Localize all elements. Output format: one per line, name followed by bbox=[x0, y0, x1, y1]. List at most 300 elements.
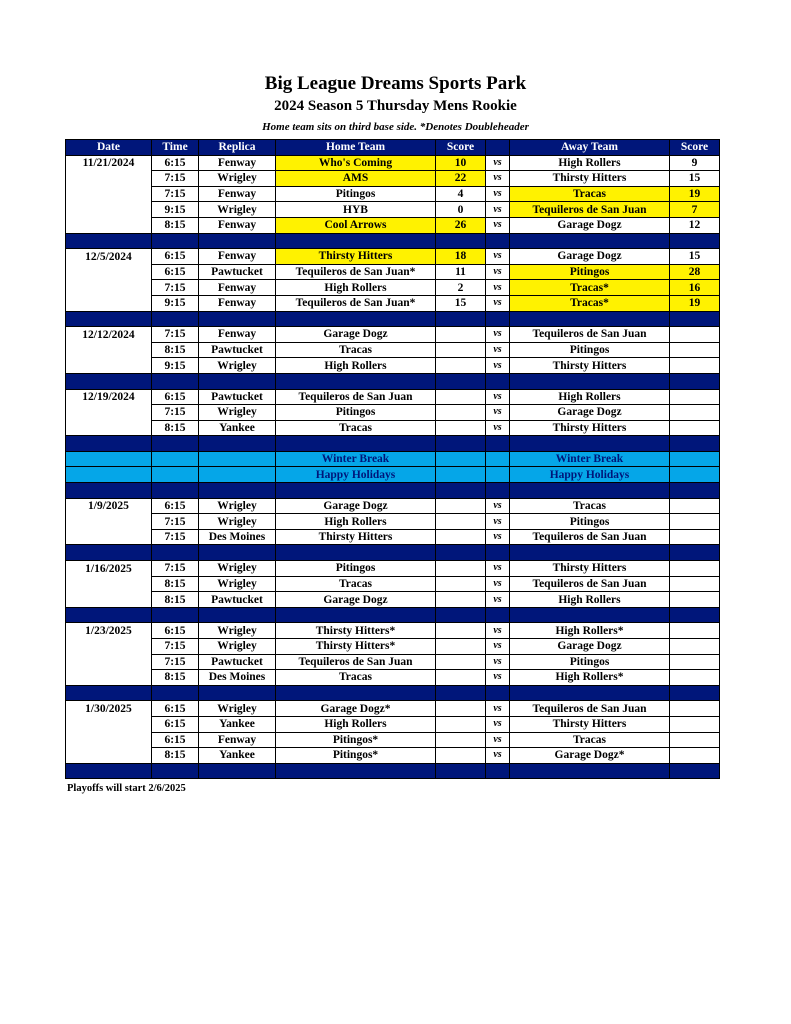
home-team-cell: Thirsty Hitters* bbox=[276, 639, 436, 655]
game-row bbox=[66, 701, 720, 717]
separator-cell bbox=[670, 311, 720, 327]
vs-label: vs bbox=[486, 748, 510, 764]
vs-label: vs bbox=[486, 576, 510, 592]
separator-cell bbox=[276, 373, 436, 389]
separator-cell bbox=[486, 607, 510, 623]
break-cell bbox=[199, 467, 276, 483]
date-cell bbox=[66, 264, 152, 280]
field-cell: Wrigley bbox=[199, 514, 276, 530]
away-team-cell: Tequileros de San Juan bbox=[510, 529, 670, 545]
separator-cell bbox=[199, 373, 276, 389]
home-score-cell bbox=[436, 701, 486, 717]
time-cell: 7:15 bbox=[152, 280, 199, 296]
field-cell: Des Moines bbox=[199, 529, 276, 545]
break-home-label: Winter Break bbox=[276, 451, 436, 467]
separator-row bbox=[66, 607, 720, 623]
separator-cell bbox=[199, 436, 276, 452]
break-cell bbox=[486, 467, 510, 483]
game-row bbox=[66, 202, 720, 218]
date-cell bbox=[66, 654, 152, 670]
away-team-cell: Garage Dogz bbox=[510, 217, 670, 233]
time-cell: 8:15 bbox=[152, 420, 199, 436]
game-row bbox=[66, 639, 720, 655]
separator-cell bbox=[510, 763, 670, 779]
separator-cell bbox=[66, 436, 152, 452]
break-cell bbox=[66, 467, 152, 483]
home-team-cell: High Rollers bbox=[276, 514, 436, 530]
away-team-cell: High Rollers bbox=[510, 389, 670, 405]
home-team-cell: Pitingos bbox=[276, 561, 436, 577]
separator-row bbox=[66, 763, 720, 779]
away-team-cell: Tracas* bbox=[510, 295, 670, 311]
vs-label: vs bbox=[486, 280, 510, 296]
home-score-cell: 11 bbox=[436, 264, 486, 280]
date-cell: 12/5/2024 bbox=[66, 249, 152, 265]
away-score-cell bbox=[670, 327, 720, 343]
date-cell: 1/9/2025 bbox=[66, 498, 152, 514]
date-cell bbox=[66, 186, 152, 202]
home-score-cell bbox=[436, 358, 486, 374]
away-team-cell: Garage Dogz* bbox=[510, 748, 670, 764]
winter-break-row bbox=[66, 451, 720, 467]
game-row bbox=[66, 592, 720, 608]
game-row bbox=[66, 670, 720, 686]
away-team-cell: Garage Dogz bbox=[510, 405, 670, 421]
separator-row bbox=[66, 545, 720, 561]
home-team-cell: Garage Dogz bbox=[276, 592, 436, 608]
vs-label: vs bbox=[486, 327, 510, 343]
home-team-cell: Pitingos bbox=[276, 405, 436, 421]
home-score-cell bbox=[436, 514, 486, 530]
home-score-cell: 0 bbox=[436, 202, 486, 218]
game-row bbox=[66, 420, 720, 436]
separator-cell bbox=[66, 607, 152, 623]
separator-cell bbox=[276, 311, 436, 327]
away-team-cell: Pitingos bbox=[510, 514, 670, 530]
time-cell: 9:15 bbox=[152, 202, 199, 218]
separator-row bbox=[66, 483, 720, 499]
separator-row bbox=[66, 311, 720, 327]
field-cell: Yankee bbox=[199, 748, 276, 764]
col-home-score: Score bbox=[436, 140, 486, 156]
time-cell: 6:15 bbox=[152, 249, 199, 265]
separator-cell bbox=[510, 545, 670, 561]
time-cell: 8:15 bbox=[152, 217, 199, 233]
away-score-cell bbox=[670, 576, 720, 592]
separator-cell bbox=[66, 373, 152, 389]
field-cell: Wrigley bbox=[199, 405, 276, 421]
time-cell: 9:15 bbox=[152, 358, 199, 374]
separator-row bbox=[66, 373, 720, 389]
separator-cell bbox=[436, 311, 486, 327]
field-cell: Wrigley bbox=[199, 561, 276, 577]
home-team-cell: Garage Dogz bbox=[276, 327, 436, 343]
date-cell: 11/21/2024 bbox=[66, 155, 152, 171]
separator-cell bbox=[276, 545, 436, 561]
game-row bbox=[66, 155, 720, 171]
game-row bbox=[66, 498, 720, 514]
break-away-label: Happy Holidays bbox=[510, 467, 670, 483]
vs-label: vs bbox=[486, 342, 510, 358]
home-team-cell: Garage Dogz* bbox=[276, 701, 436, 717]
home-team-cell: Tequileros de San Juan bbox=[276, 654, 436, 670]
time-cell: 7:15 bbox=[152, 529, 199, 545]
home-score-cell: 2 bbox=[436, 280, 486, 296]
time-cell: 6:15 bbox=[152, 701, 199, 717]
game-row bbox=[66, 171, 720, 187]
field-cell: Fenway bbox=[199, 280, 276, 296]
date-cell bbox=[66, 405, 152, 421]
vs-label: vs bbox=[486, 592, 510, 608]
header-row bbox=[66, 140, 720, 156]
away-score-cell bbox=[670, 358, 720, 374]
separator-row bbox=[66, 436, 720, 452]
separator-cell bbox=[436, 545, 486, 561]
home-score-cell bbox=[436, 405, 486, 421]
vs-label: vs bbox=[486, 389, 510, 405]
away-score-cell: 9 bbox=[670, 155, 720, 171]
separator-cell bbox=[436, 436, 486, 452]
time-cell: 7:15 bbox=[152, 654, 199, 670]
vs-label: vs bbox=[486, 186, 510, 202]
away-team-cell: Tequileros de San Juan bbox=[510, 202, 670, 218]
home-score-cell bbox=[436, 716, 486, 732]
date-cell: 1/16/2025 bbox=[66, 561, 152, 577]
away-team-cell: Tracas bbox=[510, 186, 670, 202]
game-row bbox=[66, 623, 720, 639]
field-cell: Des Moines bbox=[199, 670, 276, 686]
time-cell: 7:15 bbox=[152, 171, 199, 187]
time-cell: 9:15 bbox=[152, 295, 199, 311]
break-cell bbox=[152, 451, 199, 467]
game-row bbox=[66, 716, 720, 732]
time-cell: 7:15 bbox=[152, 514, 199, 530]
home-score-cell: 26 bbox=[436, 217, 486, 233]
home-score-cell: 18 bbox=[436, 249, 486, 265]
page-title: Big League Dreams Sports Park bbox=[264, 73, 527, 94]
separator-cell bbox=[486, 233, 510, 249]
away-score-cell: 7 bbox=[670, 202, 720, 218]
separator-cell bbox=[436, 483, 486, 499]
date-cell bbox=[66, 280, 152, 296]
separator-cell bbox=[436, 763, 486, 779]
date-cell bbox=[66, 514, 152, 530]
separator-cell bbox=[276, 607, 436, 623]
vs-label: vs bbox=[486, 498, 510, 514]
home-team-cell: High Rollers bbox=[276, 716, 436, 732]
away-team-cell: High Rollers bbox=[510, 155, 670, 171]
date-cell bbox=[66, 171, 152, 187]
separator-cell bbox=[152, 436, 199, 452]
break-home-label: Happy Holidays bbox=[276, 467, 436, 483]
home-score-cell bbox=[436, 327, 486, 343]
field-cell: Yankee bbox=[199, 716, 276, 732]
time-cell: 6:15 bbox=[152, 264, 199, 280]
away-score-cell bbox=[670, 405, 720, 421]
date-cell bbox=[66, 420, 152, 436]
time-cell: 6:15 bbox=[152, 498, 199, 514]
away-score-cell bbox=[670, 529, 720, 545]
time-cell: 8:15 bbox=[152, 342, 199, 358]
home-team-cell: Pitingos* bbox=[276, 748, 436, 764]
home-score-cell bbox=[436, 748, 486, 764]
separator-cell bbox=[670, 607, 720, 623]
time-cell: 6:15 bbox=[152, 623, 199, 639]
separator-cell bbox=[276, 436, 436, 452]
field-cell: Fenway bbox=[199, 327, 276, 343]
date-cell bbox=[66, 732, 152, 748]
game-row bbox=[66, 342, 720, 358]
vs-label: vs bbox=[486, 202, 510, 218]
away-team-cell: Tracas bbox=[510, 498, 670, 514]
separator-cell bbox=[670, 436, 720, 452]
date-cell bbox=[66, 529, 152, 545]
away-team-cell: Garage Dogz bbox=[510, 249, 670, 265]
separator-cell bbox=[670, 545, 720, 561]
separator-cell bbox=[670, 483, 720, 499]
break-away-label: Winter Break bbox=[510, 451, 670, 467]
page-note: Home team sits on third base side. *Denotes Doubleheader bbox=[262, 121, 529, 133]
game-row bbox=[66, 748, 720, 764]
home-team-cell: High Rollers bbox=[276, 280, 436, 296]
separator-cell bbox=[276, 233, 436, 249]
vs-label: vs bbox=[486, 405, 510, 421]
separator-cell bbox=[199, 233, 276, 249]
vs-label: vs bbox=[486, 249, 510, 265]
away-team-cell: Pitingos bbox=[510, 654, 670, 670]
col-time: Time bbox=[152, 140, 199, 156]
time-cell: 8:15 bbox=[152, 670, 199, 686]
away-team-cell: Tequileros de San Juan bbox=[510, 701, 670, 717]
separator-cell bbox=[510, 607, 670, 623]
date-cell bbox=[66, 295, 152, 311]
away-team-cell: Pitingos bbox=[510, 264, 670, 280]
vs-label: vs bbox=[486, 701, 510, 717]
game-row bbox=[66, 654, 720, 670]
vs-label: vs bbox=[486, 295, 510, 311]
break-cell bbox=[486, 451, 510, 467]
field-cell: Wrigley bbox=[199, 623, 276, 639]
time-cell: 7:15 bbox=[152, 327, 199, 343]
field-cell: Pawtucket bbox=[199, 654, 276, 670]
home-team-cell: Thirsty Hitters bbox=[276, 529, 436, 545]
separator-cell bbox=[486, 436, 510, 452]
away-score-cell bbox=[670, 701, 720, 717]
separator-cell bbox=[66, 763, 152, 779]
away-score-cell bbox=[670, 498, 720, 514]
vs-label: vs bbox=[486, 217, 510, 233]
home-team-cell: AMS bbox=[276, 171, 436, 187]
home-score-cell bbox=[436, 529, 486, 545]
separator-cell bbox=[152, 685, 199, 701]
game-row bbox=[66, 186, 720, 202]
game-row bbox=[66, 249, 720, 265]
away-team-cell: Thirsty Hitters bbox=[510, 171, 670, 187]
time-cell: 7:15 bbox=[152, 186, 199, 202]
home-team-cell: Tequileros de San Juan* bbox=[276, 295, 436, 311]
field-cell: Pawtucket bbox=[199, 389, 276, 405]
separator-cell bbox=[486, 483, 510, 499]
date-cell: 1/30/2025 bbox=[66, 701, 152, 717]
date-cell: 12/12/2024 bbox=[66, 327, 152, 343]
separator-cell bbox=[486, 763, 510, 779]
home-score-cell bbox=[436, 342, 486, 358]
separator-cell bbox=[436, 685, 486, 701]
away-score-cell: 19 bbox=[670, 186, 720, 202]
away-score-cell bbox=[670, 420, 720, 436]
home-score-cell: 4 bbox=[436, 186, 486, 202]
vs-label: vs bbox=[486, 264, 510, 280]
separator-cell bbox=[436, 607, 486, 623]
home-team-cell: Tracas bbox=[276, 576, 436, 592]
vs-label: vs bbox=[486, 529, 510, 545]
field-cell: Fenway bbox=[199, 217, 276, 233]
date-cell bbox=[66, 358, 152, 374]
date-cell: 1/23/2025 bbox=[66, 623, 152, 639]
away-score-cell bbox=[670, 514, 720, 530]
break-cell bbox=[152, 467, 199, 483]
date-cell bbox=[66, 342, 152, 358]
away-score-cell bbox=[670, 654, 720, 670]
home-team-cell: Thirsty Hitters bbox=[276, 249, 436, 265]
game-row bbox=[66, 529, 720, 545]
away-score-cell bbox=[670, 342, 720, 358]
separator-cell bbox=[199, 483, 276, 499]
time-cell: 7:15 bbox=[152, 561, 199, 577]
home-score-cell: 10 bbox=[436, 155, 486, 171]
home-score-cell bbox=[436, 732, 486, 748]
home-team-cell: Cool Arrows bbox=[276, 217, 436, 233]
col-replica: Replica bbox=[199, 140, 276, 156]
col-home-team: Home Team bbox=[276, 140, 436, 156]
separator-cell bbox=[510, 483, 670, 499]
away-team-cell: Thirsty Hitters bbox=[510, 561, 670, 577]
home-team-cell: Tracas bbox=[276, 420, 436, 436]
away-score-cell bbox=[670, 670, 720, 686]
game-row bbox=[66, 280, 720, 296]
separator-cell bbox=[486, 685, 510, 701]
separator-cell bbox=[276, 763, 436, 779]
date-cell bbox=[66, 670, 152, 686]
home-score-cell bbox=[436, 654, 486, 670]
home-team-cell: Garage Dogz bbox=[276, 498, 436, 514]
away-team-cell: Thirsty Hitters bbox=[510, 420, 670, 436]
separator-cell bbox=[436, 233, 486, 249]
away-team-cell: Pitingos bbox=[510, 342, 670, 358]
separator-cell bbox=[66, 685, 152, 701]
separator-cell bbox=[486, 311, 510, 327]
separator-cell bbox=[152, 483, 199, 499]
time-cell: 7:15 bbox=[152, 639, 199, 655]
separator-cell bbox=[199, 763, 276, 779]
vs-label: vs bbox=[486, 561, 510, 577]
home-team-cell: Tracas bbox=[276, 342, 436, 358]
date-cell bbox=[66, 748, 152, 764]
separator-row bbox=[66, 685, 720, 701]
separator-cell bbox=[66, 483, 152, 499]
separator-cell bbox=[510, 436, 670, 452]
schedule-table bbox=[65, 139, 720, 779]
vs-label: vs bbox=[486, 623, 510, 639]
home-score-cell bbox=[436, 498, 486, 514]
vs-label: vs bbox=[486, 171, 510, 187]
away-team-cell: Tracas* bbox=[510, 280, 670, 296]
break-cell bbox=[670, 467, 720, 483]
away-team-cell: Garage Dogz bbox=[510, 639, 670, 655]
separator-cell bbox=[276, 483, 436, 499]
vs-label: vs bbox=[486, 420, 510, 436]
home-team-cell: Pitingos* bbox=[276, 732, 436, 748]
time-cell: 8:15 bbox=[152, 592, 199, 608]
game-row bbox=[66, 327, 720, 343]
away-team-cell: Tracas bbox=[510, 732, 670, 748]
time-cell: 6:15 bbox=[152, 716, 199, 732]
home-score-cell: 15 bbox=[436, 295, 486, 311]
separator-cell bbox=[670, 763, 720, 779]
separator-cell bbox=[510, 685, 670, 701]
winter-break-row bbox=[66, 467, 720, 483]
away-score-cell bbox=[670, 561, 720, 577]
separator-cell bbox=[436, 373, 486, 389]
home-team-cell: Tequileros de San Juan* bbox=[276, 264, 436, 280]
away-score-cell: 28 bbox=[670, 264, 720, 280]
separator-cell bbox=[66, 545, 152, 561]
time-cell: 6:15 bbox=[152, 732, 199, 748]
home-score-cell bbox=[436, 576, 486, 592]
col-away-team: Away Team bbox=[510, 140, 670, 156]
separator-cell bbox=[486, 545, 510, 561]
home-team-cell: High Rollers bbox=[276, 358, 436, 374]
time-cell: 8:15 bbox=[152, 748, 199, 764]
home-score-cell bbox=[436, 420, 486, 436]
col-vs bbox=[486, 140, 510, 156]
home-team-cell: HYB bbox=[276, 202, 436, 218]
away-score-cell bbox=[670, 592, 720, 608]
home-team-cell: Tequileros de San Juan bbox=[276, 389, 436, 405]
home-team-cell: Pitingos bbox=[276, 186, 436, 202]
page-subtitle: 2024 Season 5 Thursday Mens Rookie bbox=[274, 98, 517, 114]
separator-cell bbox=[66, 233, 152, 249]
date-cell: 12/19/2024 bbox=[66, 389, 152, 405]
game-row bbox=[66, 405, 720, 421]
game-row bbox=[66, 732, 720, 748]
vs-label: vs bbox=[486, 716, 510, 732]
separator-cell bbox=[152, 763, 199, 779]
home-score-cell: 22 bbox=[436, 171, 486, 187]
game-row bbox=[66, 389, 720, 405]
separator-cell bbox=[152, 373, 199, 389]
separator-cell bbox=[670, 233, 720, 249]
date-cell bbox=[66, 716, 152, 732]
field-cell: Fenway bbox=[199, 249, 276, 265]
away-score-cell: 16 bbox=[670, 280, 720, 296]
away-score-cell: 15 bbox=[670, 249, 720, 265]
away-score-cell bbox=[670, 748, 720, 764]
away-team-cell: High Rollers* bbox=[510, 623, 670, 639]
vs-label: vs bbox=[486, 358, 510, 374]
separator-cell bbox=[670, 373, 720, 389]
game-row bbox=[66, 576, 720, 592]
separator-cell bbox=[670, 685, 720, 701]
home-score-cell bbox=[436, 592, 486, 608]
away-score-cell: 12 bbox=[670, 217, 720, 233]
col-away-score: Score bbox=[670, 140, 720, 156]
away-team-cell: High Rollers* bbox=[510, 670, 670, 686]
game-row bbox=[66, 561, 720, 577]
field-cell: Fenway bbox=[199, 155, 276, 171]
break-cell bbox=[436, 451, 486, 467]
vs-label: vs bbox=[486, 732, 510, 748]
